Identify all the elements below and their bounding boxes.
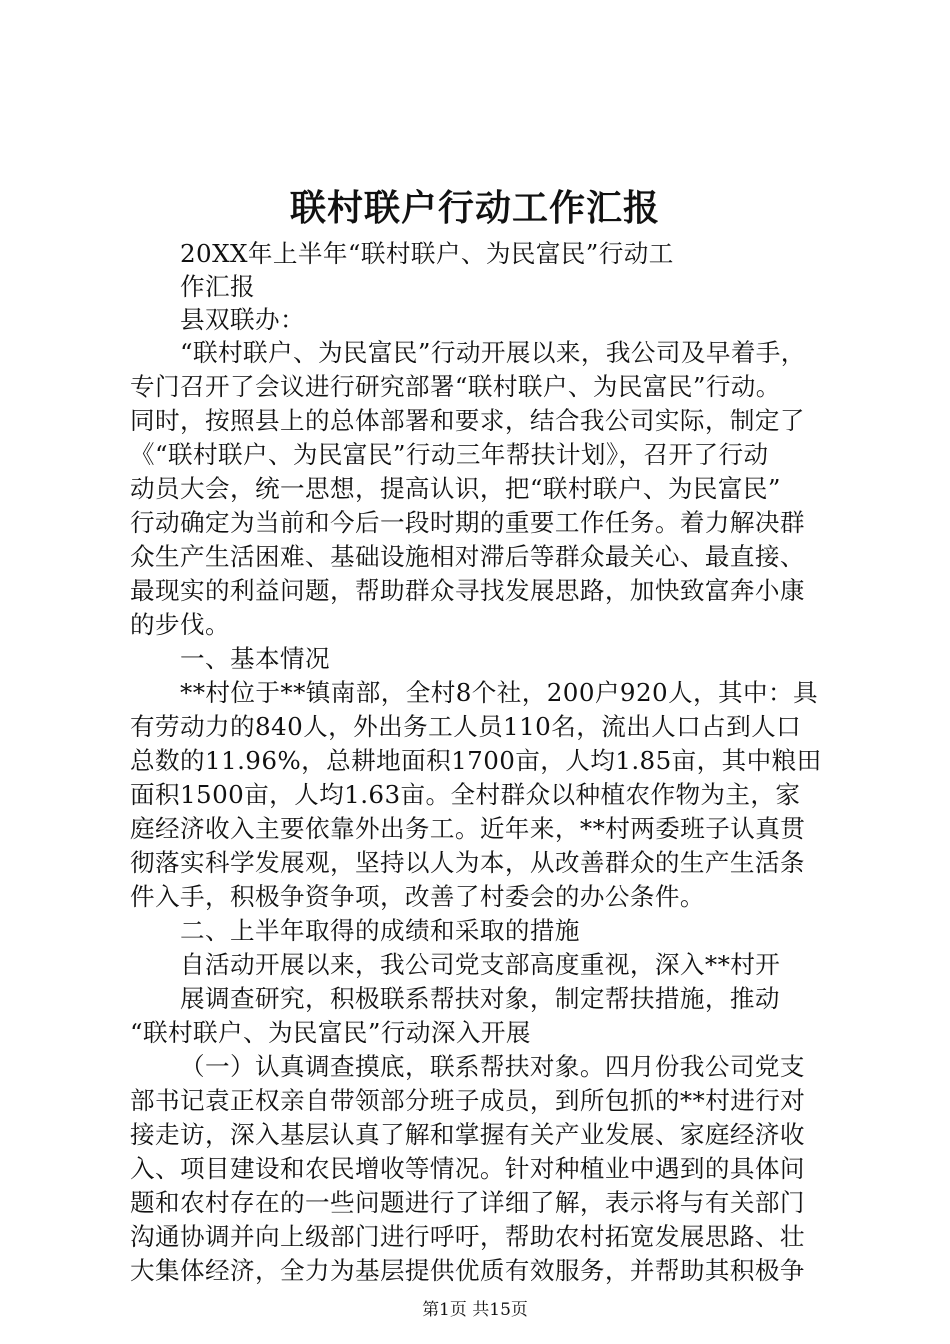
body-line: 庭经济收入主要依靠外出务工。近年来，**村两委班子认真贯 (130, 814, 806, 843)
document-title: 联村联户行动工作汇报 (289, 187, 660, 229)
body-line: 接走访，深入基层认真了解和掌握有关产业发展、家庭经济收 (130, 1120, 805, 1149)
body-line: 行动确定为当前和今后一段时期的重要工作任务。着力解决群 (130, 508, 805, 537)
section-heading: 二、上半年取得的成绩和采取的措施 (180, 916, 580, 945)
body-line: 专门召开了会议进行研究部署“联村联户、为民富民”行动。 (130, 372, 781, 401)
section-heading: 一、基本情况 (180, 644, 330, 673)
body-line: 最现实的利益问题，帮助群众寻找发展思路，加快致富奔小康 (130, 576, 805, 605)
body-line: 有劳动力的840人，外出务工人员110名，流出人口占到人口 (130, 712, 802, 741)
body-line: 动员大会，统一思想，提高认识，把“联村联户、为民富民” (130, 474, 781, 503)
body-line: 展调查研究，积极联系帮扶对象，制定帮扶措施，推动 (180, 984, 780, 1013)
body-line: 部书记袁正权亲自带领部分班子成员，到所包抓的**村进行对 (130, 1086, 806, 1115)
body-line: “联村联户、为民富民”行动开展以来，我公司及早着手， (180, 338, 806, 367)
body-line: 的步伐。 (130, 610, 230, 639)
body-line: 入、项目建设和农民增收等情况。针对种植业中遇到的具体问 (130, 1154, 805, 1183)
body-line: **村位于**镇南部，全村8个社，200户920人，其中：具 (180, 678, 819, 707)
body-line: （一）认真调查摸底，联系帮扶对象。四月份我公司党支 (180, 1052, 805, 1081)
body-line: 面积1500亩，人均1.63亩。全村群众以种植农作物为主，家 (130, 780, 801, 809)
body-line: 彻落实科学发展观，坚持以人为本，从改善群众的生产生活条 (130, 848, 805, 877)
salutation: 县双联办： (180, 305, 305, 334)
body-line: 总数的11.96%，总耕地面积1700亩，人均1.85亩，其中粮田 (130, 746, 822, 775)
body-line: 自活动开展以来，我公司党支部高度重视，深入**村开 (180, 950, 781, 979)
body-line: 大集体经济，全力为基层提供优质有效服务，并帮助其积极争 (130, 1256, 805, 1285)
body-line: 件入手，积极争资争项，改善了村委会的办公条件。 (130, 882, 705, 911)
body-line: 题和农村存在的一些问题进行了详细了解，表示将与有关部门 (130, 1188, 805, 1217)
body-line: 众生产生活困难、基础设施相对滞后等群众最关心、最直接、 (130, 542, 805, 571)
body-line: 《“联村联户、为民富民”行动三年帮扶计划》，召开了行动 (130, 440, 769, 469)
body-line: 20XX年上半年“联村联户、为民富民”行动工 (180, 239, 674, 268)
body-line: 作汇报 (180, 272, 255, 301)
body-line: 沟通协调并向上级部门进行呼吁，帮助农村拓宽发展思路、壮 (130, 1222, 805, 1251)
body-line: “联村联户、为民富民”行动深入开展 (130, 1018, 531, 1047)
body-line: 同时，按照县上的总体部署和要求，结合我公司实际，制定了 (130, 406, 805, 435)
page-footer: 第1页 共15页 (422, 1300, 528, 1320)
